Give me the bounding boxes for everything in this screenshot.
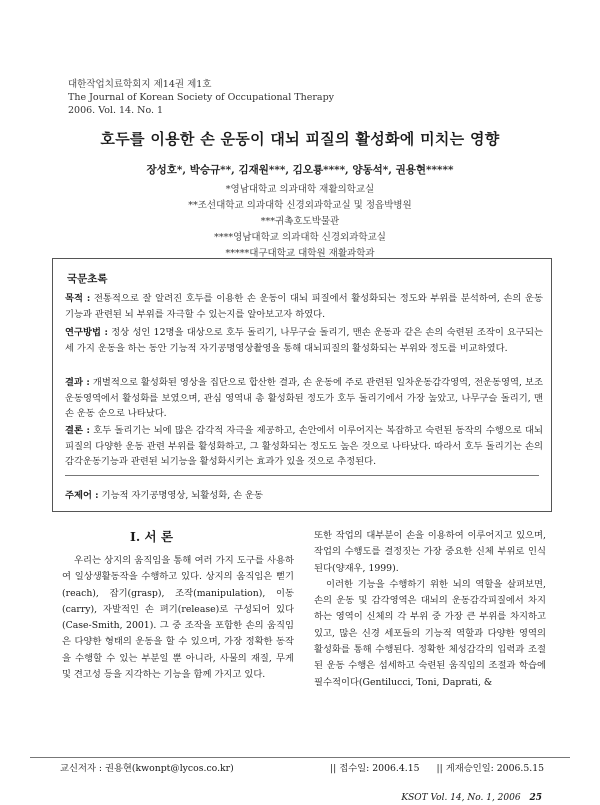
accepted-date: || 게재승인일: 2006.5.15 (436, 763, 545, 774)
intro-paragraph-3: 이러한 기능을 수행하기 위한 뇌의 역할을 살펴보면, 손의 운동 및 감각영역은 대뇌의 운동감각피질에서 차지하는 영역이 신체의 각 부위 중 가장 큰 부위를 차지하고 있고, 많은 신경 세포들의 기능적 역할과 다양한 영역의 활성화를 통해 수행된다. 정확한 체성감각의 입력과 조절된 운동 수행은 섬세하고 숙련된 움직임의 조절과 학습에 필수적이다(Gentilucci, Toni, Daprati, & (314, 578, 546, 688)
right-column (314, 528, 546, 691)
abstract-conclusion (65, 423, 543, 470)
left-column (62, 553, 294, 683)
method-text: 정상 성인 12명을 대상으로 호두 돌리기, 나무구슬 돌리기, 맨손 운동과 같은 손의 숙련된 조작이 요구되는 세 가지 운동을 하는 동안 기능적 자기공명영상촬영을 통해 대뇌피질의 활성화되는 부위와 정도를 비교하였다. (65, 327, 544, 354)
journal-header (68, 78, 334, 117)
result-text: 개별적으로 활성화된 영상을 집단으로 합산한 결과, 손 운동에 주로 관련된 일차운동감각영역, 전운동영역, 보조운동영역에서 활성화를 보였으며, 관심 영역내 총 활성화된 정도가 호두 돌리기에서 가장 높았고, 나무구슬 돌리기, 맨손 운동 순으로 나타났다. (65, 377, 543, 419)
journal-issue: 2006. Vol. 14. No. 1 (68, 105, 164, 116)
intro-paragraph-1: 우리는 상지의 움직임을 통해 여러 가지 도구를 사용하여 일상생활동작을 수행하고 있다. 상지의 움직임은 뻗기(reach), 잡기(grasp), 조작(manipulation), 이동(carry), 자발적인 손 펴기(release)로 구성되어 있다(Case-Smith, 2001). 그 중 조작을 포함한 손의 움직임은 다양한 형태의 운동을 할 수 있으며, 가장 정확한 동작을 수행할 수 있는 부분일 뿐 아니라, 사물의 재질, 무게 및 견고성 등을 지각하는 기능을 함께 가지고 있다. (62, 555, 294, 681)
footer-journal-ref: KSOT Vol. 14, No. 1, 2006 (401, 793, 521, 803)
received-date: || 접수일: 2006.4.15 (330, 763, 420, 774)
affiliation-3: ***귀촉호도박물관 (260, 216, 340, 227)
affiliation-2: **조선대학교 의과대학 신경외과학교실 및 정읍박병원 (188, 200, 412, 211)
keywords-divider (65, 475, 539, 476)
section-heading-introduction: Ⅰ. 서 론 (130, 529, 174, 544)
abstract-purpose (65, 291, 543, 322)
journal-english-name: The Journal of Korean Society of Occupational Therapy (68, 92, 335, 103)
abstract-heading: 국문초록 (67, 273, 108, 285)
affiliation-1: *영남대학교 의과대학 재활의학교실 (225, 184, 375, 195)
abstract-method (65, 325, 543, 356)
corresponding-author: 교신저자 : 권용현(kwonpt@lycos.co.kr) (60, 763, 234, 774)
submission-dates (330, 760, 558, 774)
result-label: 결과 : (65, 377, 90, 388)
keywords-label: 주제어 : (65, 490, 99, 501)
author-list: 장성호*, 박승규**, 김재원***, 김오룡****, 양동석*, 권용현***** (146, 164, 454, 176)
paper-title: 호두를 이용한 손 운동이 대뇌 피질의 활성화에 미치는 영향 (100, 130, 500, 148)
korean-abstract-box (52, 258, 552, 512)
page-number: 25 (529, 793, 542, 803)
purpose-label: 목적 : (65, 293, 91, 304)
conclusion-text: 호두 돌리기는 뇌에 많은 감각적 자극을 제공하고, 손안에서 이루어지는 복잡하고 숙련된 동작의 수행으로 대뇌 피질의 다양한 운동 관련 부위를 활성화하고, 그 활성화되는 정도도 높은 것으로 나타났다. 따라서 호두 돌리기는 손의 감각운동기능과 관련된 뇌기능을 활성화시키는 효과가 있을 것으로 추정된다. (65, 425, 543, 467)
intro-paragraph-2: 또한 작업의 대부분이 손을 이용하여 이루어지고 있으며, 작업의 수행도를 결정짓는 가장 중요한 신체 부위로 인식된다(양재우, 1999). (314, 530, 546, 574)
page-footer (401, 793, 542, 803)
affiliation-5: *****대구대학교 대학원 재활과학과 (225, 248, 375, 259)
purpose-text: 전통적으로 잘 알려진 호두를 이용한 손 운동이 대뇌 피질에서 활성화되는 정도와 부위를 분석하여, 손의 운동 기능과 관련된 뇌 부위를 자극할 수 있는지를 알아보고자 하였다. (65, 293, 543, 320)
journal-korean-name: 대한작업치료학회지 제14권 제1호 (68, 79, 212, 90)
abstract-result (65, 375, 543, 422)
method-label: 연구방법 : (65, 327, 108, 338)
keywords-text: 기능적 자기공명영상, 뇌활성화, 손 운동 (101, 490, 264, 501)
abstract-keywords (65, 487, 263, 501)
affiliation-4: ****영남대학교 의과대학 신경외과학교실 (214, 232, 386, 243)
conclusion-label: 결론 : (65, 425, 90, 436)
footnote-divider (30, 757, 570, 758)
